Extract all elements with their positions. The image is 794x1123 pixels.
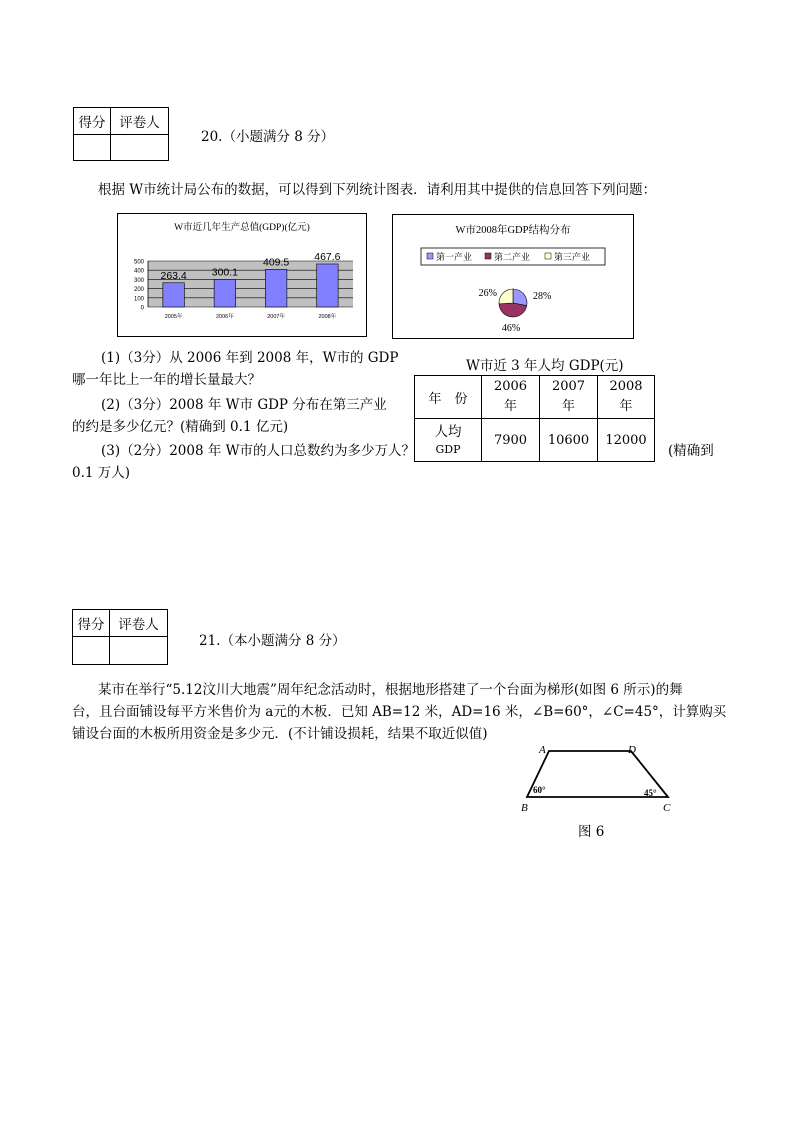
bar-data-label: 409.5 (262, 256, 290, 269)
bar-y-tick-label: 200 (133, 287, 144, 294)
q20-part3-suffix: (精确到 (668, 443, 714, 459)
bar (265, 269, 287, 307)
pie-legend-label: 第三产业 (554, 252, 591, 262)
pie-legend-label: 第一产业 (436, 252, 473, 262)
angle-b-label: 60° (533, 785, 546, 795)
pie-data-label: 28% (533, 291, 552, 302)
question-21-line2: 台，且台面铺设每平方米售价为 a元的木板．已知 AB=12 米，AD=16 米，∠B=60°，∠C=45°，计算购买 (72, 704, 727, 720)
question-20-title: 20.（小题满分 8 分） (201, 129, 335, 145)
question-21-title: 21.（本小题满分 8 分） (199, 633, 346, 649)
bar-x-tick-label: 2008年 (318, 314, 337, 320)
question-21-line3: 铺设台面的木板所用资金是多少元．(不计铺设损耗，结果不取近似值) (72, 726, 488, 742)
q20-part3-line2: 0.1 万人) (72, 465, 131, 481)
bar-y-tick-label: 100 (133, 296, 144, 303)
bar-x-tick-label: 2005年 (164, 314, 183, 320)
gdp-table-header-label: 年 份 (415, 376, 482, 419)
bar (214, 279, 236, 307)
pie-data-label: 26% (478, 288, 497, 299)
score-table-q20 (73, 107, 169, 161)
bar-y-tick-label: 500 (133, 259, 144, 266)
bar-data-label: 467.6 (314, 250, 341, 263)
angle-c-label: 45° (644, 788, 657, 798)
gdp-table-value: 7900 (482, 419, 540, 462)
bar-chart (117, 213, 367, 337)
bar-y-tick-label: 300 (133, 277, 144, 284)
score-cell[interactable] (73, 637, 110, 665)
gdp-table-year: 2006 年 (482, 376, 540, 419)
grader-cell[interactable] (111, 135, 169, 161)
gdp-table-value: 12000 (598, 419, 655, 462)
bar-data-label: 300.1 (211, 266, 239, 279)
bar-x-tick-label: 2007年 (267, 314, 285, 320)
pie-slice (499, 303, 527, 317)
gdp-table-year: 2008 年 (598, 376, 655, 419)
question-20-intro: 根据 W市统计局公布的数据，可以得到下列统计图表．请利用其中提供的信息回答下列问题： (98, 182, 657, 198)
pie-data-label: 46% (501, 323, 521, 334)
gdp-table (414, 375, 655, 462)
pie-legend-swatch (485, 253, 491, 259)
grader-cell[interactable] (110, 637, 168, 665)
bar-y-tick-label: 0 (140, 305, 144, 312)
bar-chart-svg (118, 214, 366, 336)
gdp-table-caption: W市近 3 年人均 GDP(元) (466, 358, 624, 374)
grader-header: 评卷人 (111, 108, 169, 135)
row-label-line2: GDP (435, 443, 461, 456)
q20-part3-line1: (3)（2分）2008 年 W市的人口总数约为多少万人？ (101, 443, 416, 459)
q20-part2-line2: 的约是多少亿元？(精确到 0.1 亿元) (72, 419, 289, 435)
score-header: 得分 (73, 610, 110, 637)
figure-6-caption: 图 6 (578, 824, 605, 840)
gdp-table-value: 10600 (540, 419, 598, 462)
gdp-table-year: 2007 年 (540, 376, 598, 419)
pie-chart-title: W市2008年GDP结构分布 (455, 225, 571, 236)
q20-part2-line1: (2)（3分）2008 年 W市 GDP 分布在第三产业 (101, 397, 387, 413)
bar-data-label: 263.4 (160, 269, 187, 282)
score-cell[interactable] (74, 135, 111, 161)
pie-legend-swatch (545, 253, 551, 259)
vertex-d-label: D (628, 744, 636, 756)
bar-y-tick-label: 400 (133, 268, 144, 275)
vertex-a-label: A (539, 744, 546, 756)
gdp-table-row-label (415, 419, 482, 462)
q20-part1-line2: 哪一年比上一年的增长量最大？ (72, 372, 261, 388)
pie-chart (392, 214, 634, 339)
bar-chart-title: W市近几年生产总值(GDP)(亿元) (174, 223, 310, 233)
pie-legend-swatch (427, 253, 433, 259)
q20-part1-line1: (1)（3分）从 2006 年到 2008 年，W市的 GDP (101, 350, 399, 366)
vertex-c-label: C (663, 802, 671, 814)
vertex-b-label: B (521, 802, 528, 814)
pie-chart-svg (393, 215, 633, 338)
bar-x-tick-label: 2006年 (216, 314, 234, 320)
pie-slice (499, 289, 513, 304)
question-21-line1: 某市在举行“5.12汶川大地震”周年纪念活动时，根据地形搭建了一个台面为梯形(如图 6 所示)的舞 (98, 682, 683, 698)
score-table-q21 (72, 609, 168, 665)
score-header: 得分 (74, 108, 111, 135)
row-label-line1: 人均 (434, 424, 462, 440)
pie-legend-label: 第二产业 (494, 252, 531, 262)
trapezoid-figure (515, 740, 675, 820)
bar (163, 283, 185, 307)
bar (317, 264, 339, 307)
grader-header: 评卷人 (110, 610, 168, 637)
